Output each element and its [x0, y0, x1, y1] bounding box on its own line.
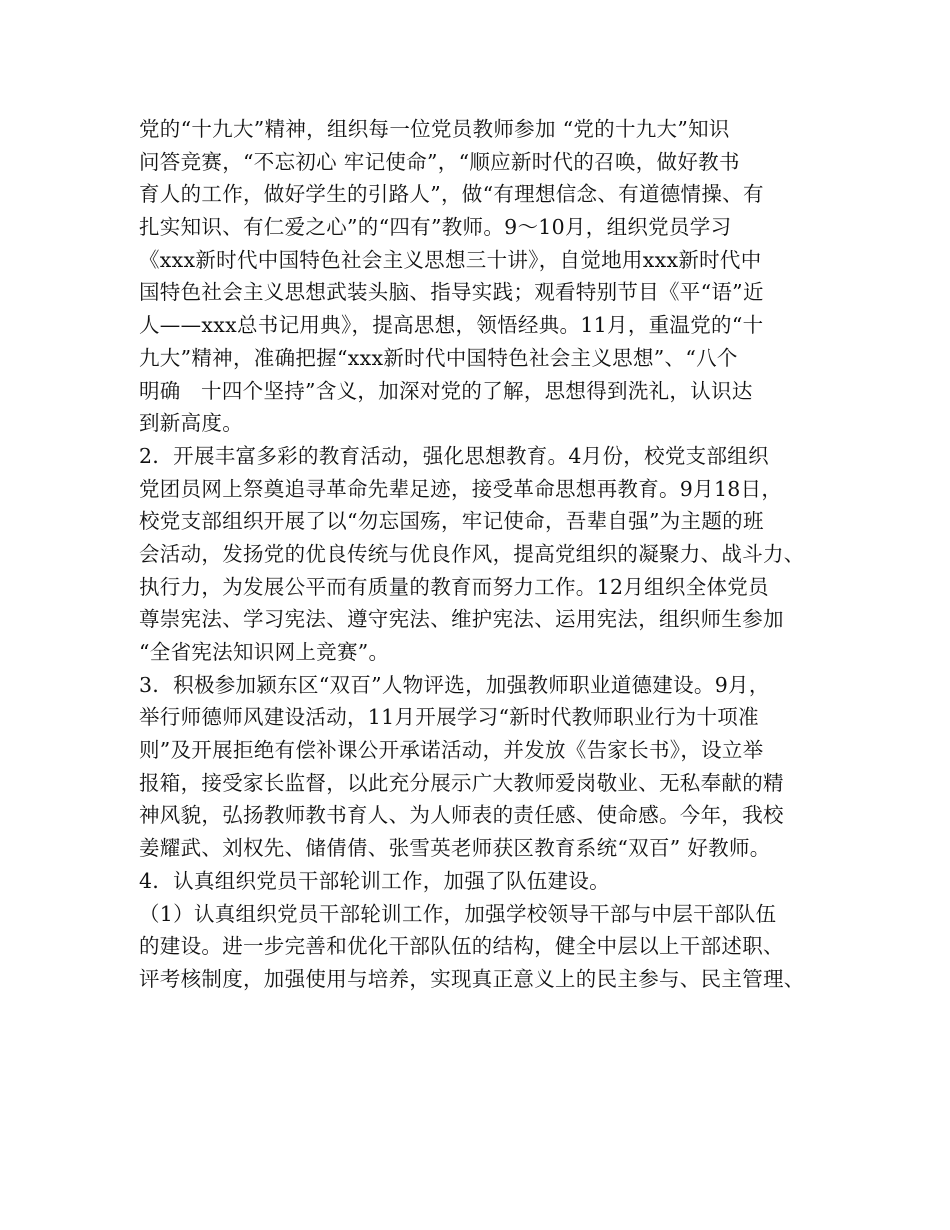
text-line: 党的“十九大”精神，组织每一位党员教师参加 “党的十九大”知识	[139, 117, 730, 141]
text-line: 到新高度。	[139, 411, 243, 436]
text-line: 尊崇宪法、学习宪法、遵守宪法、维护宪法、运用宪法，组织师生参加	[139, 607, 784, 632]
text-line: 扎实知识、有仁爱之心”的“四有”教师。9～10月，组织党员学习	[139, 215, 732, 240]
text-line: 九大”精神，准确把握“xxx新时代中国特色社会主义思想”、“八个	[139, 345, 738, 370]
text-line: 则”及开展拒绝有偿补课公开承诺活动，并发放《告家长书》，设立举	[139, 738, 764, 763]
text-line: 执行力，为发展公平而有质量的教育而努力工作。12月组织全体党员	[139, 574, 769, 599]
text-line: 4．认真组织党员干部轮训工作，加强了队伍建设。	[139, 868, 610, 893]
text-line: 2．开展丰富多彩的教育活动，强化思想教育。4月份，校党支部组织	[139, 443, 769, 468]
text-line: 党团员网上祭奠追寻革命先辈足迹，接受革命思想再教育。9月18日，	[139, 476, 783, 501]
body-text	[139, 113, 829, 996]
text-line: 评考核制度，加强使用与培养，实现真正意义上的民主参与、民主管理、	[139, 966, 805, 991]
text-line: 神风貌，弘扬教师教书育人、为人师表的责任感、使命感。今年，我校	[139, 803, 784, 828]
text-line: 国特色社会主义思想武装头脑、指导实践；观看特别节目《平“语”近	[139, 280, 764, 305]
text-line: （1）认真组织党员干部轮训工作，加强学校领导干部与中层干部队伍	[139, 901, 777, 926]
text-line: 3．积极参加颍东区“双百”人物评选，加强教师职业道德建设。9月，	[139, 672, 770, 697]
text-line: 举行师德师风建设活动，11月开展学习“新时代教师职业行为十项准	[139, 705, 759, 730]
text-line: 会活动，发扬党的优良传统与优良作风，提高党组织的凝聚力、战斗力、	[139, 541, 805, 566]
text-line: 校党支部组织开展了以“勿忘国殇，牢记使命，吾辈自强”为主题的班	[139, 509, 764, 534]
text-line: 报箱，接受家长监督，以此充分展示广大教师爱岗敬业、无私奉献的精	[139, 770, 784, 795]
text-line: “全省宪法知识网上竞赛”。	[139, 640, 390, 664]
text-line: 育人的工作，做好学生的引路人”，做“有理想信念、有道德情操、有	[139, 182, 764, 207]
text-line: 明确 十四个坚持”含义，加深对党的了解，思想得到洗礼，认识达	[139, 378, 753, 403]
text-line: 人——xxx总书记用典》，提高思想，领悟经典。11月，重温党的“十	[139, 313, 764, 338]
text-line: 姜耀武、刘权先、储倩倩、张雪英老师获区教育系统“双百” 好教师。	[139, 836, 771, 861]
text-line: 问答竞赛，“不忘初心 牢记使命”，“顺应新时代的召唤，做好教书	[139, 149, 740, 174]
text-line: 的建设。进一步完善和优化干部队伍的结构，健全中层以上干部述职、	[139, 934, 784, 959]
text-line: 《xxx新时代中国特色社会主义思想三十讲》，自觉地用xxx新时代中	[139, 247, 762, 272]
